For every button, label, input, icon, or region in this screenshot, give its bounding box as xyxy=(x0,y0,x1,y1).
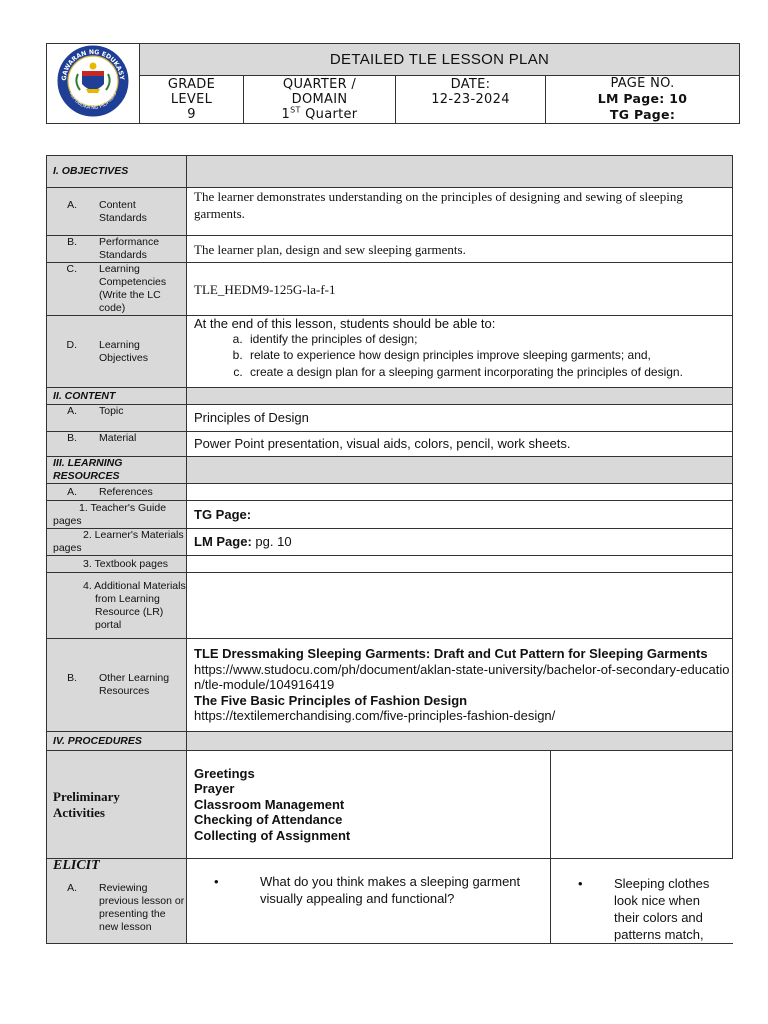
learning-competencies-label: C. Learning Competencies (Write the LC code) xyxy=(47,263,187,316)
elicit-student-activity: • Sleeping clothes look nice when their colors and patterns match, xyxy=(551,859,733,944)
resource-link[interactable]: https://textilemerchandising.com/five-principles-fashion-design/ xyxy=(194,708,556,724)
lm-page-text: LM Page: pg. 10 xyxy=(187,529,733,556)
page-no-label: PAGE NO. xyxy=(610,76,675,91)
svg-text:KAGAWARAN NG EDUKASYON: GAWARAN NG EDUKASY xyxy=(60,48,126,81)
grade-label: GRADE xyxy=(167,77,216,92)
performance-standards-label: B. Performance Standards xyxy=(47,236,187,263)
activity-item: Classroom Management xyxy=(194,796,345,812)
svg-text:REPUBLIKA NG PILIPINAS: REPUBLIKA NG PILIPINAS xyxy=(67,91,119,112)
learning-objectives-label: D. Learning Objectives xyxy=(47,316,187,388)
resource-title: The Five Basic Principles of Fashion Design xyxy=(194,692,468,708)
quarter-cell xyxy=(244,76,396,124)
teachers-guide-label: 1. Teacher's Guide pages xyxy=(47,501,187,529)
additional-materials-label: 4. Additional Materials from Learning Resource (LR) portal xyxy=(47,573,187,639)
section-procedures: IV. PROCEDURES xyxy=(47,732,187,751)
content-standards-text: The learner demonstrates understanding on the principles of designing and sewing of sleeping garments. xyxy=(187,188,733,236)
resource-title: TLE Dressmaking Sleeping Garments: Draft and Cut Pattern for Sleeping Garments xyxy=(194,646,708,662)
grade-level-cell xyxy=(140,76,244,124)
objectives-intro: At the end of this lesson, students should be able to: xyxy=(194,316,496,331)
preliminary-activities-label: Preliminary Activities xyxy=(47,751,187,859)
section-learning-resources: III. LEARNING RESOURCES xyxy=(47,457,187,484)
bullet-icon: • xyxy=(578,876,583,891)
domain-label: DOMAIN xyxy=(291,92,348,107)
activity-item: Checking of Attendance xyxy=(194,812,343,828)
material-text: Power Point presentation, visual aids, colors, pencil, work sheets. xyxy=(187,432,733,457)
textbook-pages-label: 3. Textbook pages xyxy=(47,556,187,573)
activity-item: Greetings xyxy=(194,765,255,781)
topic-text: Principles of Design xyxy=(187,405,733,432)
other-resources-content xyxy=(187,639,733,732)
objectives-list xyxy=(194,332,732,381)
date-value: 12-23-2024 xyxy=(431,92,510,107)
grade-value: 9 xyxy=(187,107,196,122)
objective-item: c. create a design plan for a sleeping garment incorporating the principles of design. xyxy=(246,365,732,381)
activity-item: Prayer xyxy=(194,781,235,797)
level-label: LEVEL xyxy=(170,92,213,107)
other-resources-label: B. Other Learning Resources xyxy=(47,639,187,732)
quarter-value: 1ST Quarter xyxy=(281,105,358,122)
preliminary-activities-list xyxy=(187,751,551,859)
learners-materials-label: 2. Learner's Materials pages xyxy=(47,529,187,556)
deped-seal-cell xyxy=(47,44,140,124)
learning-objectives-content xyxy=(187,316,733,388)
elicit-label: ELICIT A. Reviewing previous lesson or presenting the new lesson xyxy=(47,859,187,944)
deped-seal-logo xyxy=(56,44,130,118)
tg-page-text: TG Page: xyxy=(187,501,733,529)
elicit-teacher-activity: • What do you think makes a sleeping garment visually appealing and functional? xyxy=(187,859,551,944)
date-cell xyxy=(396,76,546,124)
lesson-plan-table xyxy=(46,155,733,944)
quarter-label: QUARTER / xyxy=(282,77,357,92)
performance-standards-text: The learner plan, design and sew sleeping garments. xyxy=(187,236,733,263)
activity-item: Collecting of Assignment xyxy=(194,827,351,843)
content-standards-label: A. Content Standards xyxy=(47,188,187,236)
references-label: A. References xyxy=(47,484,187,501)
resource-link[interactable]: https://www.studocu.com/ph/document/aklan-state-university/bachelor-of-secondary-education/tle-module/104916419 xyxy=(194,661,730,693)
bullet-icon: • xyxy=(214,874,219,889)
student-activity-cell xyxy=(551,751,733,859)
date-label: DATE: xyxy=(450,77,491,92)
objective-item: b. relate to experience how design principles improve sleeping garments; and, xyxy=(246,348,732,364)
learning-competency-code: TLE_HEDM9-125G-la-f-1 xyxy=(187,263,733,316)
lm-page-value: LM Page: 10 xyxy=(597,91,688,106)
topic-label: A. Topic xyxy=(47,405,187,432)
material-label: B. Material xyxy=(47,432,187,457)
objective-item: a. identify the principles of design; xyxy=(246,332,732,348)
section-objectives: I. OBJECTIVES xyxy=(47,156,187,188)
tg-page-value: TG Page: xyxy=(609,107,676,122)
page-number-cell xyxy=(546,76,740,124)
lesson-plan-title: DETAILED TLE LESSON PLAN xyxy=(140,44,740,76)
header-table xyxy=(46,43,740,124)
section-content: II. CONTENT xyxy=(47,388,187,405)
